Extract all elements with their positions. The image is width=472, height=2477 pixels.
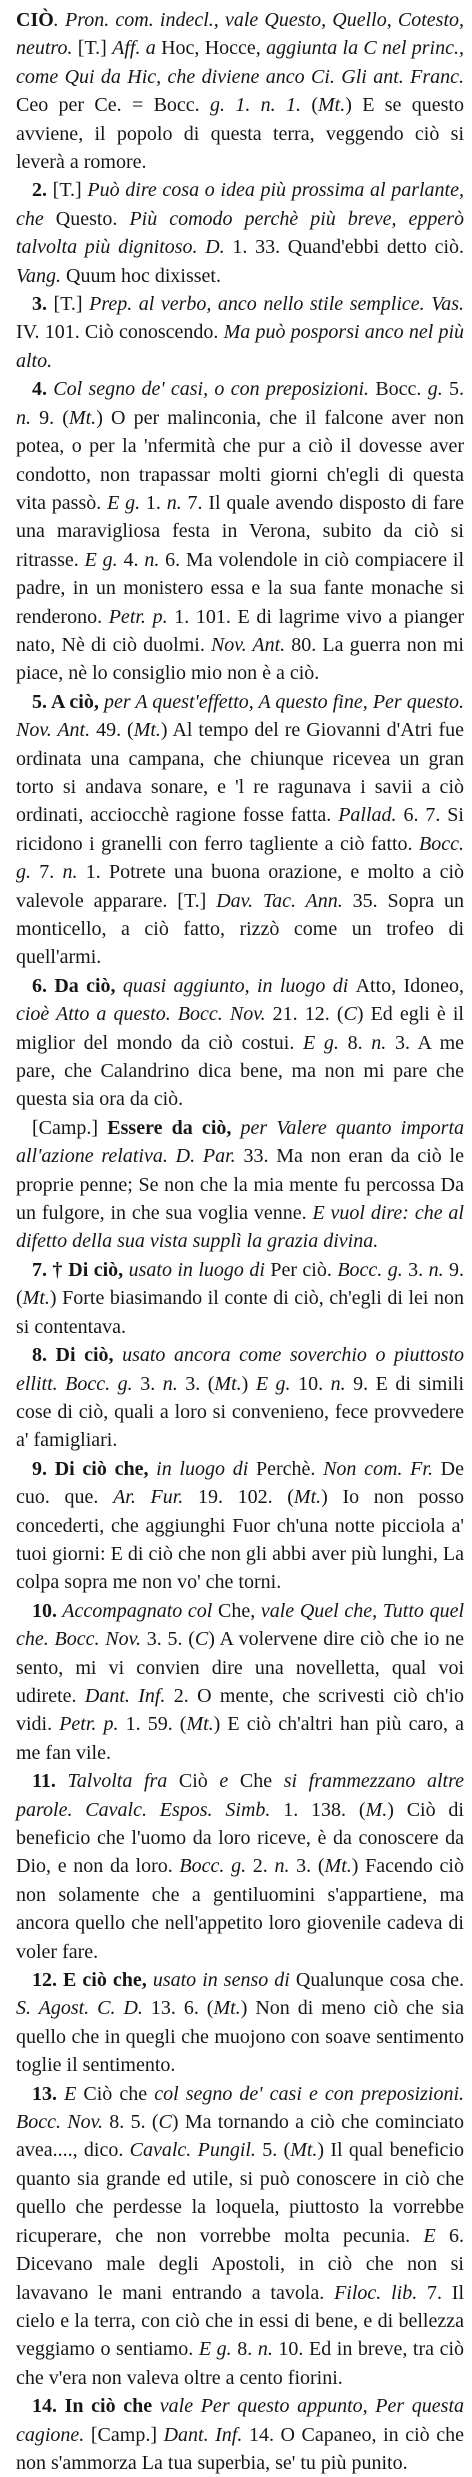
italic-text: Per questo appunto, Per questa cagione.: [16, 2395, 465, 2446]
body-text: Ceo per Ce. = Bocc.: [16, 94, 211, 117]
body-text: 7.: [31, 861, 63, 884]
body-text: 6. Ma volendole in ciò compiacere il padre, in un monistero essa e la sua fante monache si renderono.: [16, 548, 464, 628]
sense-label: 12. E ciò che,: [32, 1969, 147, 1992]
italic-text: Dant. Inf.: [84, 1684, 166, 1707]
body-text: Ciò: [178, 1770, 220, 1793]
body-text: Quum hoc dixisset.: [61, 264, 221, 287]
entry-sense-paragraph: [16, 1597, 464, 1767]
italic-text: Ma può posporsi anco nel più alto.: [16, 321, 464, 372]
sense-label: 8. Di ciò,: [32, 1344, 114, 1367]
italic-text: quasi aggiunto, in luogo di: [115, 974, 356, 997]
body-text: 1. Potrete una buona orazione, e molto a ciò valevole apparare. [T.]: [16, 861, 465, 912]
body-text: 5.: [442, 378, 464, 401]
italic-text: per A quest'effetto, A questo fine, Per questo. Nov. Ant.: [16, 690, 464, 742]
sense-label: 5. A ciò,: [32, 690, 99, 713]
body-text: [Camp.]: [32, 1116, 108, 1139]
italic-text: Bocc. g.: [179, 1855, 247, 1878]
entry-sense-paragraph: [16, 290, 464, 375]
italic-text: in luogo di: [148, 1457, 256, 1480]
body-text: ) Il qual beneficio quanto sia grande ed utile, si può conoscere in ciò che quello che perdesse la loquela, piuttosto la vorrebbe ricuperare, che non vorrebbe molta pecunia.: [16, 2139, 464, 2247]
italic-text: usato in senso di: [146, 1969, 296, 1992]
body-text: 3.: [132, 1372, 163, 1395]
italic-text: Mt.: [293, 1486, 322, 1509]
italic-text: vale: [152, 2395, 201, 2418]
body-text: ) Forte biasimando il conte di ciò, ch'egli di lei non si contentava.: [16, 1287, 464, 1338]
italic-text: n.: [274, 1855, 290, 1878]
italic-text: Bocc. g.: [16, 832, 464, 884]
body-text: 1.: [140, 491, 167, 514]
body-text: 2. O mente, che scrivesti ciò ch'io vidi.: [16, 1684, 465, 1736]
italic-text: Pallad.: [338, 804, 397, 827]
italic-text: Mt.: [214, 1372, 242, 1395]
body-text: ) Ed egli è il miglior del mondo da ciò costui.: [16, 1003, 464, 1054]
body-text: 5. (: [255, 2139, 291, 2162]
italic-text: e: [219, 1770, 240, 1793]
sense-label: CIÒ: [16, 9, 54, 31]
italic-text: n.: [162, 1372, 178, 1395]
italic-text: Nov. Ant.: [210, 633, 286, 656]
italic-text: n.: [257, 2338, 273, 2361]
italic-text: Dant. Inf.: [163, 2423, 243, 2446]
italic-text: Bocc. g.: [337, 1258, 403, 1281]
body-text: 3.: [402, 1258, 429, 1281]
body-text: 9. E di simili cose di ciò, quali a loro si convenieno, fece provvedere a' famigliari.: [16, 1372, 465, 1452]
entry-sense-paragraph: [16, 972, 464, 1114]
italic-text: Mt.: [22, 1287, 50, 1310]
body-text: 3. (: [289, 1855, 325, 1878]
italic-text: n.: [428, 1258, 444, 1281]
italic-text: E g.: [198, 2338, 232, 2361]
body-text: ) E se questo avviene, il popolo di questa terra, veggendo ciò si leverà a romore.: [16, 94, 464, 174]
italic-text: E g.: [303, 1031, 339, 1054]
italic-text: Accompagnato col: [57, 1599, 218, 1622]
italic-text: col segno de' casi e con preposizioni. Bocc. Nov.: [16, 2082, 465, 2134]
italic-text: Mt.: [133, 719, 161, 742]
body-text: ) Io non posso concederti, che aggiunghi Fuor ch'una notte picciola a' tuoi giorni: E di ciò che non gli abbi aver più lunghi, La colpa sopra me non vo' che torni.: [16, 1486, 464, 1594]
body-text: Hoc, Hocce,: [161, 37, 267, 60]
italic-text: Mt.: [290, 2139, 318, 2162]
body-text: 1. 138. (: [270, 1798, 366, 1821]
italic-text: C: [343, 1003, 357, 1026]
body-text: 1. 33. Quand'ebbi detto ciò.: [224, 236, 465, 259]
body-text: 10.: [290, 1372, 331, 1395]
italic-text: Cavalc. Pungil.: [129, 2139, 256, 2162]
body-text: Che: [239, 1770, 284, 1793]
body-text: 33. Ma non eran da ciò le proprie penne; Se non che la mia mente fu percossa Da un fulgore, in che sua voglia venne.: [16, 1145, 464, 1225]
sense-label: 13.: [32, 2082, 57, 2105]
body-text: Questo.: [55, 207, 130, 230]
sense-label: 6. Da ciò,: [32, 974, 116, 997]
body-text: ) A volervene dire ciò che io ne sento, mi vi convien dire una novelletta, qual voi udirete.: [16, 1628, 464, 1707]
entry-sense-paragraph: [16, 375, 464, 687]
entry-sense-paragraph: [16, 1455, 464, 1597]
italic-text: Petr. p.: [59, 1713, 119, 1736]
italic-text: Quel che, Tutto quel che. Bocc. Nov.: [16, 1599, 464, 1651]
italic-text: C: [158, 2111, 172, 2134]
body-text: De cuo. que.: [16, 1457, 464, 1509]
italic-text: S. Agost. C. D.: [16, 1997, 143, 2020]
body-text: 7. Il cielo e la terra, con ciò che in essi di bene, e di bellezza veggiamo o sentiamo.: [16, 2281, 465, 2361]
body-text: 9. (: [31, 406, 69, 429]
body-text: 21. 12. (: [265, 1003, 344, 1026]
body-text: Che,: [218, 1599, 261, 1622]
italic-text: usato in luogo di: [123, 1258, 271, 1281]
italic-text: E g.: [255, 1372, 291, 1395]
italic-text: Mt.: [68, 406, 97, 429]
entry-headword-paragraph: [16, 6, 464, 176]
body-text: 14. O Capaneo, in ciò che non s'ammorza La tua superbia, se' tu più punito.: [16, 2423, 464, 2474]
body-text: ) Ma tornando a ciò che cominciato avea...., dico.: [16, 2111, 464, 2162]
entry-sense-paragraph: [16, 1767, 464, 1966]
sense-label: 4.: [32, 378, 47, 401]
entry-sense-paragraph: [16, 1114, 464, 1256]
italic-text: Mt.: [213, 1997, 241, 2020]
sense-label: 2.: [32, 179, 47, 202]
italic-text: Può dire cosa o idea più prossima al parlante, che: [16, 179, 464, 230]
italic-text: per Valere quanto importa all'azione relativa. D. Par.: [16, 1116, 464, 1168]
entry-sense-paragraph: [16, 1256, 464, 1341]
italic-text: aggiunta la C nel princ., come Qui da Hic, che diviene anco Ci. Gli ant. Franc.: [16, 37, 464, 88]
entry-sense-paragraph: [16, 176, 464, 290]
body-text: 3. (: [177, 1372, 215, 1395]
italic-text: g.: [427, 378, 443, 401]
sense-label: 11.: [32, 1770, 56, 1793]
sense-label: 3.: [32, 293, 47, 316]
body-text: [T.]: [77, 37, 113, 60]
body-text: Per ciò.: [270, 1258, 338, 1281]
sense-label: Essere da ciò,: [107, 1116, 232, 1139]
italic-text: n.: [62, 861, 78, 884]
body-text: Bocc.: [375, 378, 428, 401]
italic-text: cioè Atto a questo. Bocc. Nov.: [16, 1003, 266, 1026]
body-text: 2.: [246, 1855, 275, 1878]
sense-label: 14. In ciò che: [32, 2395, 153, 2418]
body-text: 9. (: [16, 1258, 465, 1310]
italic-text: E g.: [107, 491, 141, 514]
body-text: 35. Sopra un monticello, a ciò fatto, rizzò come un trofeo di quell'armi.: [16, 889, 465, 969]
italic-text: Aff. a: [112, 37, 162, 60]
body-text: 6. Dicevano male degli Apostoli, in ciò che non si lavavano le mani entrando a tavola.: [16, 2224, 465, 2304]
italic-text: C: [194, 1628, 209, 1651]
body-text: 10. Ed in breve, tra ciò che v'era non valeva oltre a cento fiorini.: [16, 2338, 465, 2389]
italic-text: Mt.: [186, 1713, 214, 1736]
italic-text: Non com. Fr.: [323, 1457, 441, 1480]
body-text: 6. 7. Si ricidono i granelli con ferro tagliente a ciò fatto.: [16, 804, 464, 855]
italic-text: Filoc. lib.: [334, 2281, 418, 2304]
italic-text: n.: [16, 406, 31, 429]
body-text: ) Ciò di beneficio che l'uomo da loro riceve, è da conoscere da Dio, e non da loro.: [16, 1798, 464, 1878]
body-text: 8. 5. (: [103, 2111, 159, 2134]
body-text: ) Facendo ciò non solamente che a gentiluomini s'appartiene, ma ancora quello che nell'appetito loro giovenile cadeva di voler fare.: [16, 1855, 464, 1963]
body-text: 49. (: [90, 719, 134, 742]
italic-text: n.: [330, 1372, 346, 1395]
italic-text: n.: [166, 491, 182, 514]
italic-text: Mt.: [324, 1855, 352, 1878]
body-text: ) Non di meno ciò che sia quello che in quegli che muojono con soave sentimento toglie il sentimento.: [16, 1997, 464, 2077]
body-text: 13. 6. (: [142, 1997, 214, 2020]
italic-text: Ar. Fur.: [113, 1486, 184, 1509]
body-text: Ciò che: [83, 2082, 155, 2105]
body-text: IV. 101. Ciò conoscendo.: [16, 321, 224, 344]
entry-sense-paragraph: [16, 1341, 464, 1455]
italic-text: Mt.: [318, 94, 346, 117]
italic-text: usato ancora come soverchio o piuttosto ellitt. Bocc. g.: [16, 1344, 465, 1395]
italic-text: Petr. p.: [108, 605, 168, 628]
body-text: 4.: [117, 548, 145, 571]
entry-sense-paragraph: [16, 2392, 464, 2477]
italic-text: si frammezzano altre parole. Cavalc. Espos. Simb.: [16, 1770, 464, 1821]
sense-label: 10.: [32, 1599, 57, 1622]
italic-text: . Pron. com. indecl., vale Questo, Quello, Cotesto, neutro.: [16, 9, 464, 60]
body-text: 1. 59. (: [118, 1713, 187, 1736]
italic-text: Talvolta fra: [55, 1770, 179, 1793]
body-text: 3. A me pare, che Calandrino dica bene, ma non mi pare che questa sia ora da ciò.: [16, 1031, 465, 1111]
italic-text: g. 1. n. 1.: [210, 94, 302, 117]
italic-text: Più comodo perchè più breve, epperò talvolta più dignitoso. D.: [16, 207, 464, 259]
dictionary-entry-cio: [16, 6, 464, 2477]
sense-label: 9. Di ciò che,: [32, 1457, 149, 1480]
entry-sense-paragraph: [16, 688, 464, 972]
sense-label: 7. † Di ciò,: [32, 1258, 124, 1281]
italic-text: Col segno de' casi, o con preposizioni.: [47, 378, 376, 401]
body-text: 8.: [231, 2338, 258, 2361]
body-text: ) Al tempo del re Giovanni d'Atri fue ordinata una campana, che chiunque ricevea un gran torto si andava sonare, e 'l re ragunava i savii a ciò ordinati, acciocchè ragione fosse fatta.: [16, 719, 464, 827]
italic-text: E: [57, 2082, 84, 2105]
body-text: 80. La guerra non mi piace, nè lo consiglio mio non è a ciò.: [16, 633, 464, 685]
italic-text: Vang.: [16, 264, 61, 287]
body-text: ): [241, 1372, 256, 1395]
italic-text: E: [423, 2224, 436, 2247]
body-text: 1. 101. E di lagrime vivo a pianger nato, Nè di ciò duolmi.: [16, 605, 465, 656]
body-text: Atto, Idoneo,: [355, 974, 465, 997]
italic-text: E vuol dire: che al difetto della sua vista supplì la grazia divina.: [16, 1202, 464, 1253]
body-text: 7. Il quale avendo disposto di fare una maravigliosa festa in Verona, subito da ciò si ritrasse.: [16, 491, 464, 571]
italic-text: M.: [365, 1798, 388, 1821]
italic-text: Dav. Tac. Ann.: [216, 889, 343, 912]
body-text: ) O per malinconia, che il falcone aver non potea, o per la 'nfermità che pur a ciò il dovesse aver condotto, non trapassar molti giorni ch'egli di questa vita passò.: [16, 406, 464, 514]
body-text: (: [301, 94, 319, 117]
body-text: 8.: [338, 1031, 372, 1054]
italic-text: n.: [144, 548, 160, 571]
body-text: 3. 5. (: [140, 1628, 195, 1651]
body-text: 19. 102. (: [183, 1486, 294, 1509]
body-text: ) E ciò ch'altri han più caro, a me fan vile.: [16, 1713, 464, 1764]
italic-text: n.: [371, 1031, 387, 1054]
body-text: [T.]: [47, 179, 88, 202]
entry-sense-paragraph: [16, 1966, 464, 2080]
italic-text: Prep. al verbo, anco nello stile semplice. Vas.: [89, 293, 464, 316]
body-text: Perchè.: [255, 1457, 324, 1480]
italic-text: vale: [260, 1599, 300, 1622]
entry-sense-paragraph: [16, 2080, 464, 2392]
body-text: Qualunque cosa che.: [295, 1969, 464, 1992]
body-text: [Camp.]: [84, 2423, 164, 2446]
body-text: [T.]: [47, 293, 90, 316]
italic-text: E g.: [84, 548, 118, 571]
